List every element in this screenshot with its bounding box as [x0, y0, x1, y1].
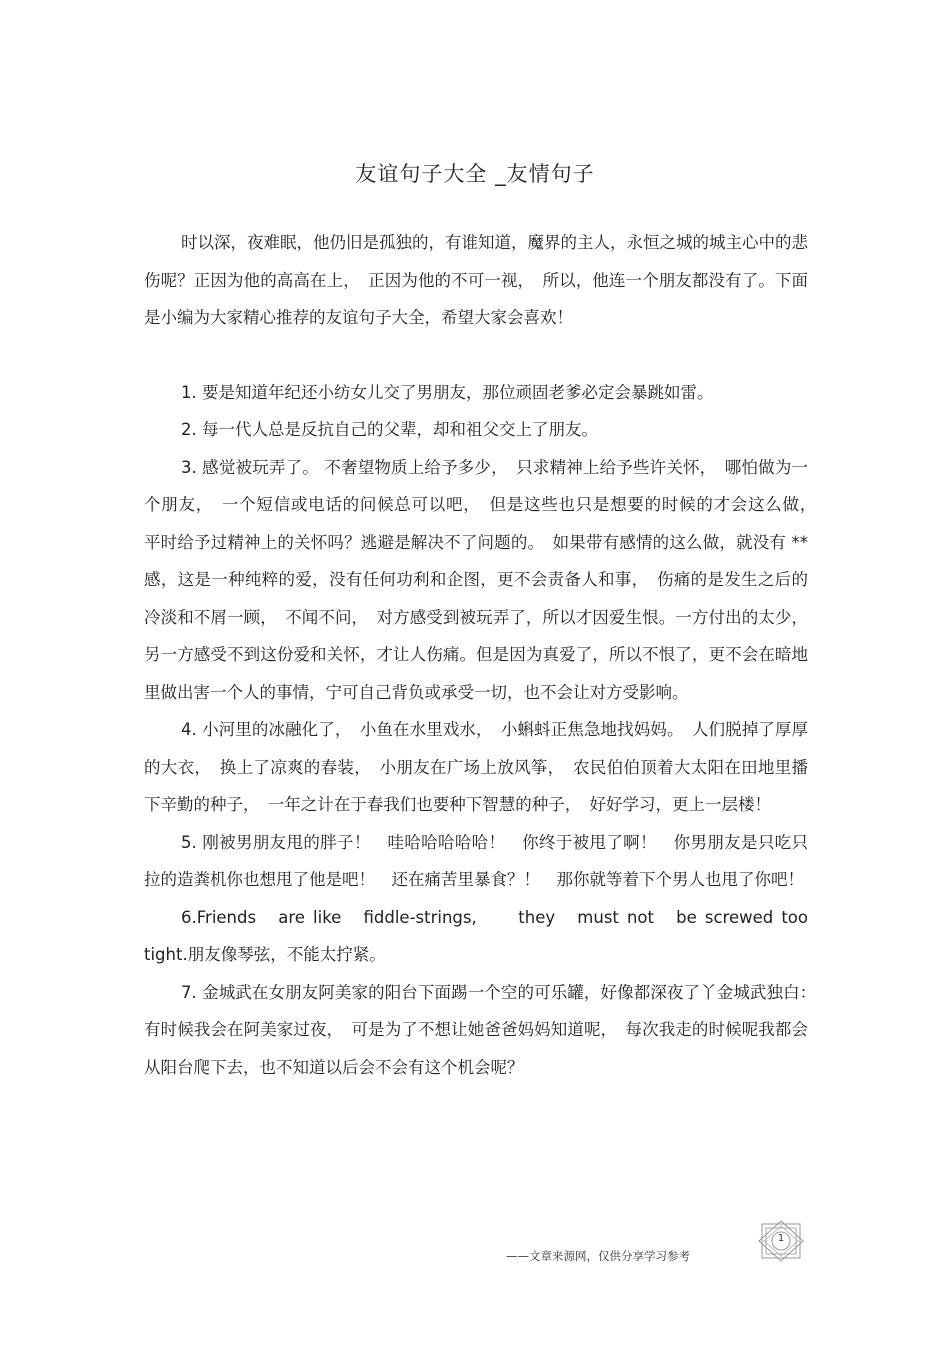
list-item: 4. 小河里的冰融化了， 小鱼在水里戏水， 小蝌蚪正焦急地找妈妈。 人们脱掉了厚厚的大衣， 换上了凉爽的春装， 小朋友在广场上放风筝， 农民伯伯顶着大太阳在田地里播下辛勤的种子， 一年之计在于春我们也要种下智慧的种子， 好好学习，更上一层楼！	[144, 720, 808, 814]
list-item: 6.Friends are like fiddle-strings, they must not be screwed too tight.朋友像琴弦，不能太拧紧。	[144, 907, 825, 964]
page-number-badge	[756, 1220, 806, 1262]
footer-note: ——文章来源网，仅供分享学习参考	[506, 1249, 690, 1263]
document-title: 友谊句子大全 _友情句子	[355, 162, 595, 186]
paragraph-gap	[144, 337, 808, 374]
intro-paragraph: 时以深，夜难眠，他仍旧是孤独的，有谁知道，魔界的主人，永恒之城的城主心中的悲伤呢？正因为他的高高在上， 正因为他的不可一视， 所以，他连一个朋友都没有了。下面是小编为大家精心推荐的友谊句子大全，希望大家会喜欢！	[144, 233, 808, 327]
page-number: 1	[777, 1233, 785, 1244]
list-item: 7. 金城武在女朋友阿美家的阳台下面踢一个空的可乐罐，好像都深夜了丫金城武独白： 有时候我会在阿美家过夜， 可是为了不想让她爸爸妈妈知道呢， 每次我走的时候呢我都会从阳台爬下去，也不知道以后会不会有这个机会呢？	[144, 982, 825, 1077]
list-item: 1. 要是知道年纪还小纺女儿交了男朋友，那位顽固老爹必定会暴跳如雷。	[181, 382, 714, 402]
document-body	[144, 224, 825, 1086]
list-item: 3. 感觉被玩弄了。 不奢望物质上给予多少， 只求精神上给予些许关怀， 哪怕做为一个朋友， 一个短信或电话的问候总可以吧， 但是这些也只是想要的时候的才会这么做， 平时给予过精神上的关怀吗？逃避是解决不了问题的。 如果带有感情的这么做，就没有 ** 感，这是一种纯粹的爱，没有任何功利和企图，更不会责备人和事， 伤痛的是发生之后的冷淡和不屑一顾， 不闻不问， 对方感受到被玩弄了，所以才因爱生恨。一方付出的太少，另一方感受不到这份爱和关怀，才让人伤痛。但是因为真爱了，所以不恨了，更不会在暗地里做出害一个人的事情，宁可自己背负或承受一切，也不会让对方受影响。	[144, 457, 825, 702]
list-item: 5. 刚被男朋友甩的胖子！ 哇哈哈哈哈哈！ 你终于被甩了啊！ 你男朋友是只吃只拉的造粪机你也想甩了他是吧！ 还在痛苦里暴食？！ 那你就等着下个男人也甩了你吧！	[144, 832, 808, 889]
list-item: 2. 每一代人总是反抗自己的父辈，却和祖父交上了朋友。	[181, 420, 598, 439]
